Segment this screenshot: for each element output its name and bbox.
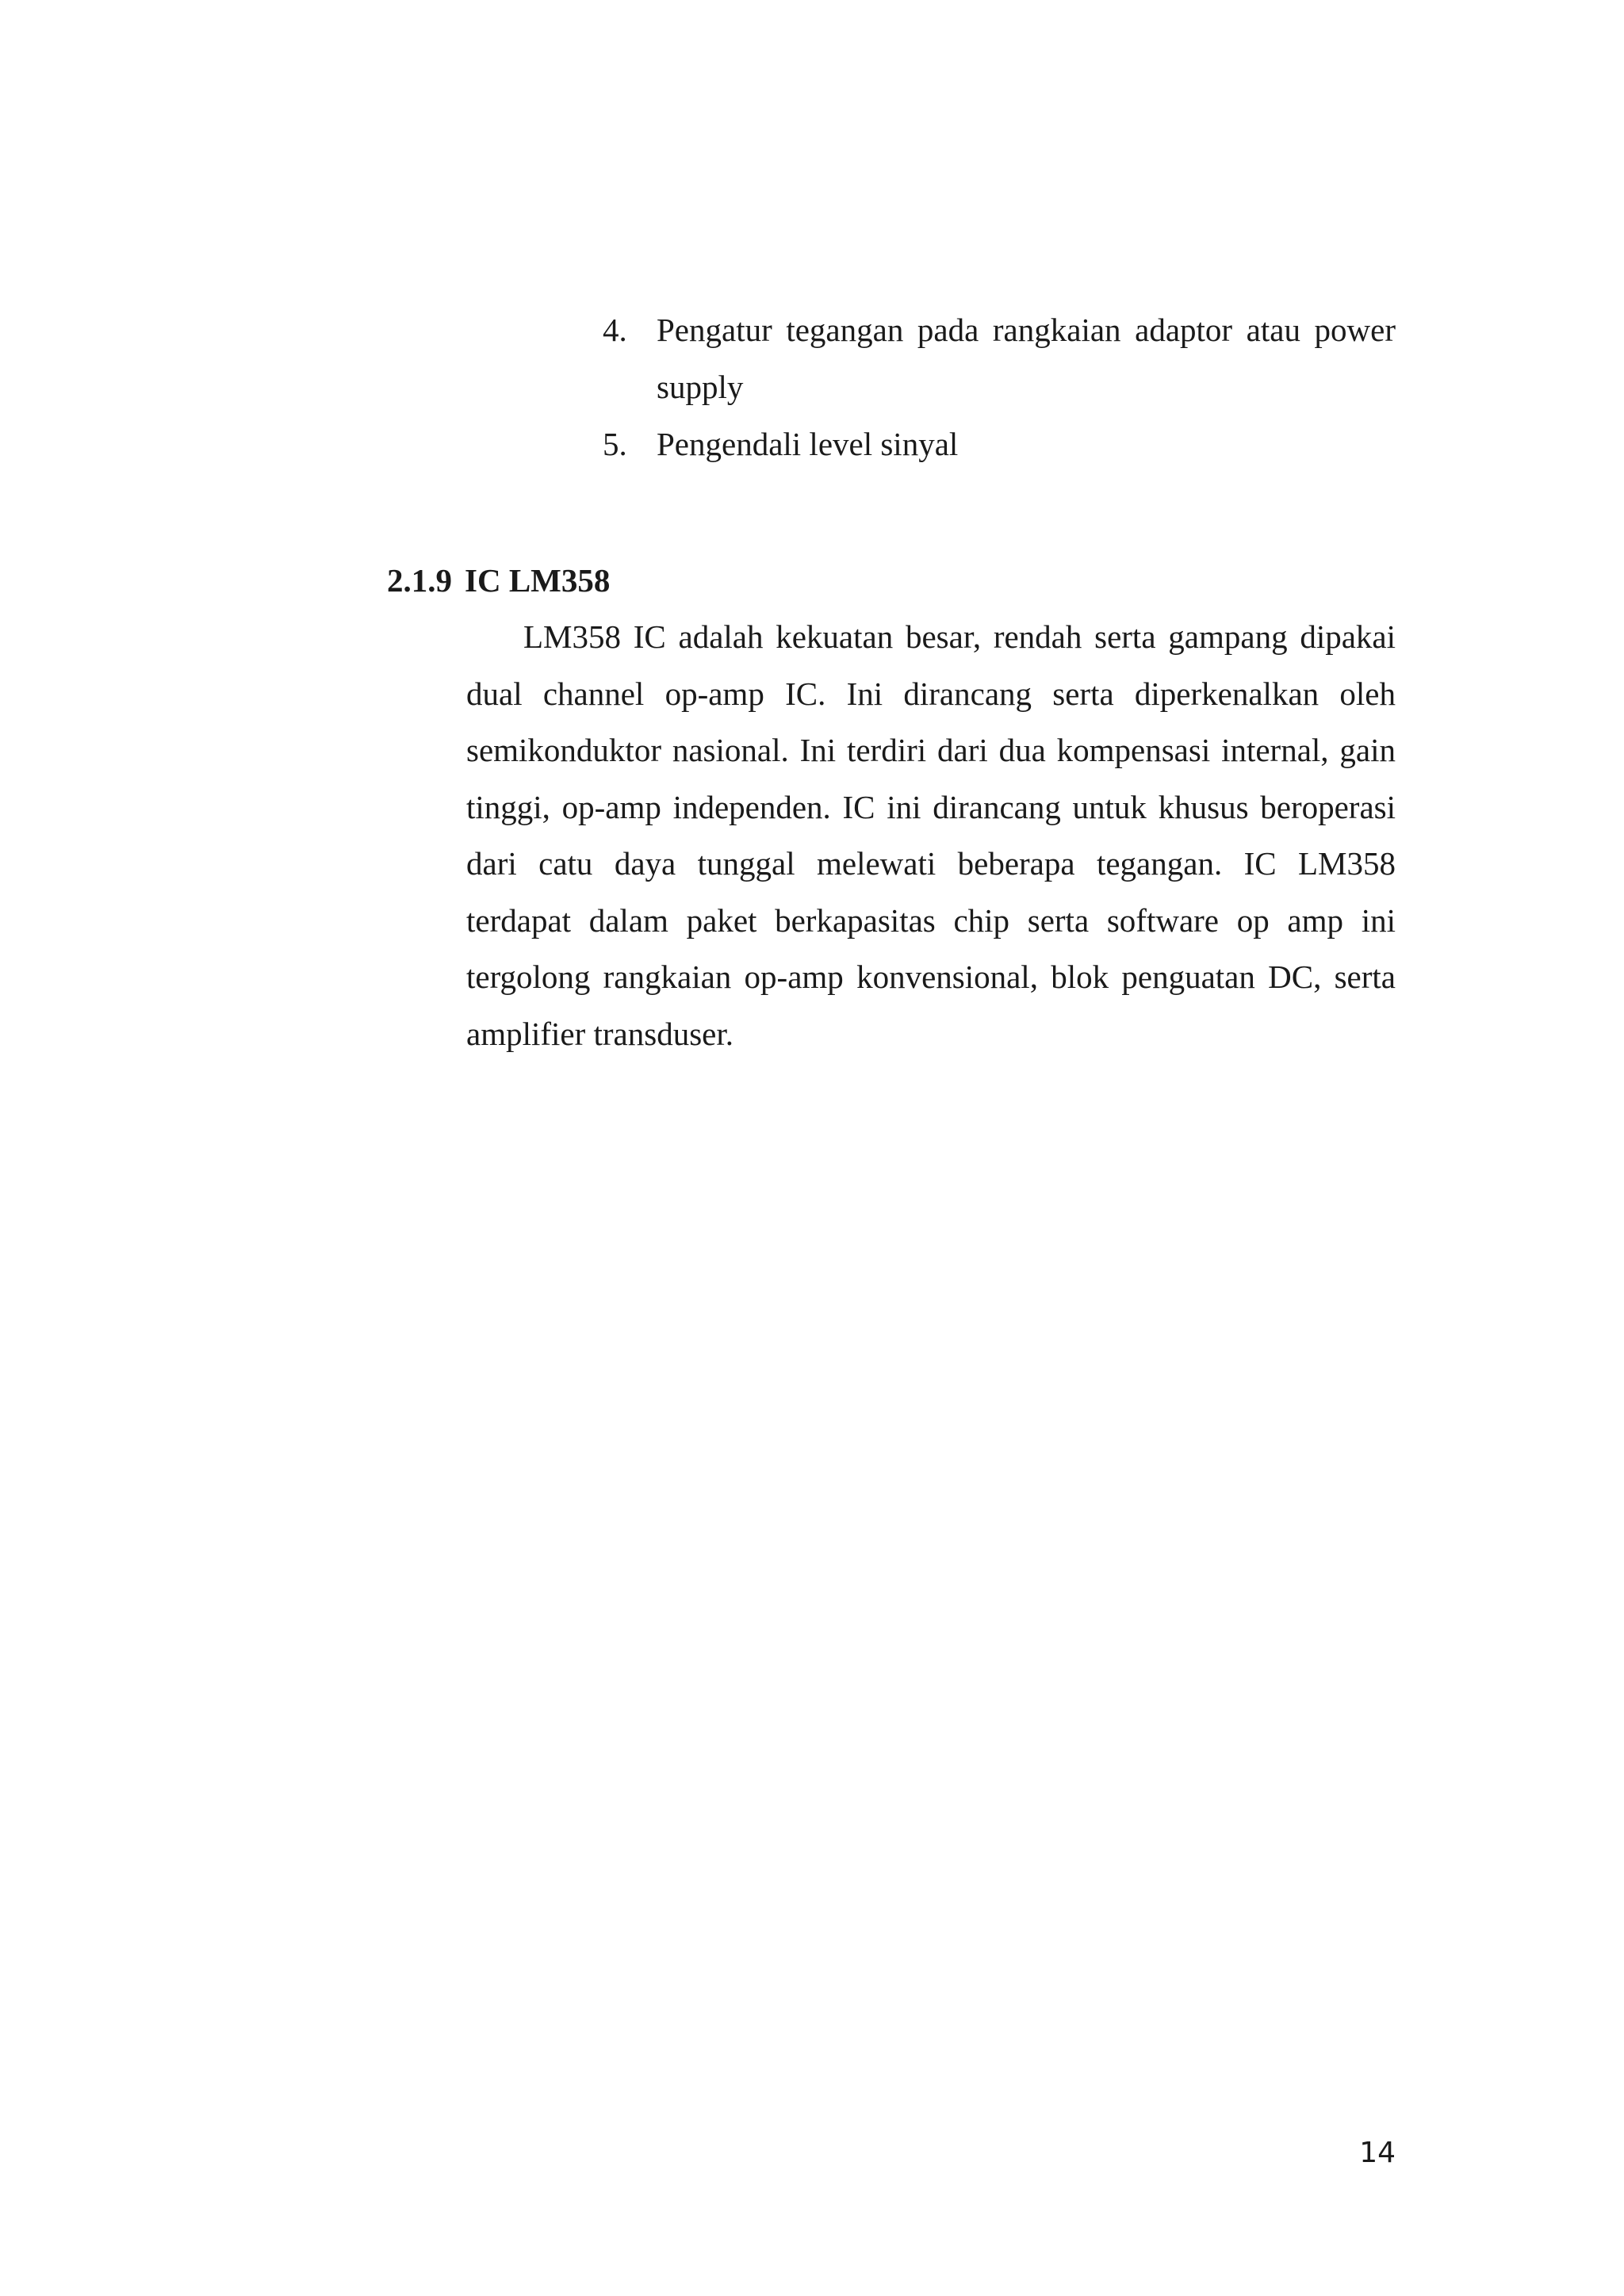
section-heading bbox=[387, 552, 610, 609]
section-body-paragraph: LM358 IC adalah kekuatan besar, rendah serta gampang dipakai dual channel op-amp IC. Ini dirancang serta diperkenalkan oleh semikonduktor nasional. Ini terdiri dari dua kompensasi internal, gain tinggi, op-amp independen. IC ini dirancang untuk khusus beroperasi dari catu daya tunggal melewati beberapa tegangan. IC LM358 terdapat dalam paket berkapasitas chip serta software op amp ini tergolong rangkaian op-amp konvensional, blok penguatan DC, serta amplifier transduser. bbox=[466, 618, 1396, 1052]
list-item-number: 5. bbox=[603, 426, 627, 462]
list-item-text: Pengatur tegangan pada rangkaian adaptor atau power supply bbox=[657, 312, 1396, 405]
list-item bbox=[603, 415, 1396, 473]
numbered-list bbox=[603, 301, 1396, 473]
section-number: 2.1.9 bbox=[387, 562, 452, 599]
section-title: IC LM358 bbox=[465, 562, 611, 599]
list-item-number: 4. bbox=[603, 312, 627, 348]
page-number: 14 bbox=[1359, 2137, 1396, 2169]
list-item bbox=[603, 301, 1396, 415]
list-item-text: Pengendali level sinyal bbox=[657, 426, 959, 462]
